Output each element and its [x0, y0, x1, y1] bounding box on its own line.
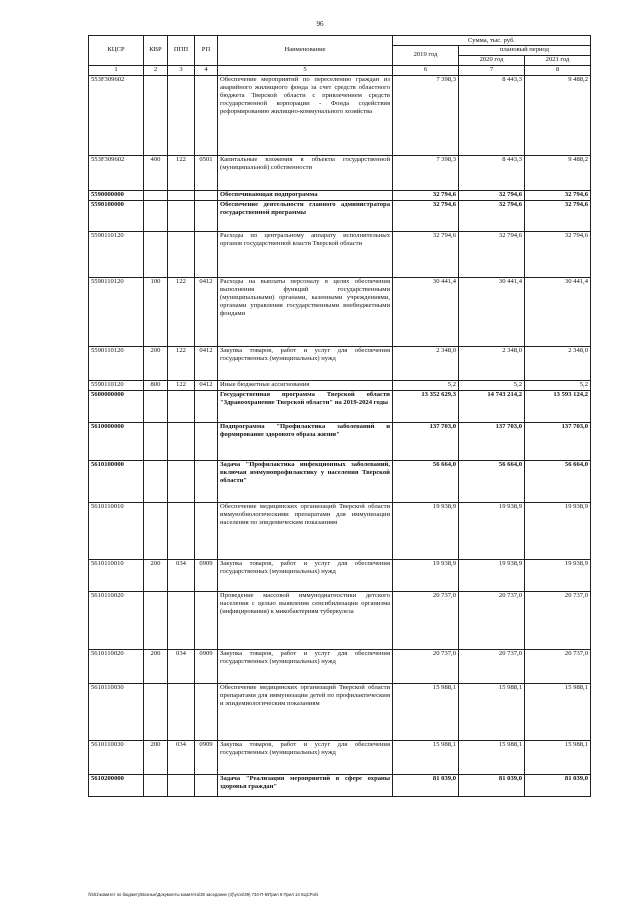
kcsr-cell: 5600000000: [89, 390, 144, 422]
table-row: [89, 155, 591, 190]
rp-cell: [195, 683, 218, 740]
ppp-cell: [168, 75, 195, 155]
ppp-cell: [168, 460, 195, 502]
column-number: 1: [89, 65, 144, 75]
table-body: [89, 75, 591, 796]
kvr-cell: [144, 422, 168, 460]
kvr-cell: [144, 502, 168, 559]
name-cell: Закупка товаров, работ и услуг для обеспечения государственных (муниципальных) нужд: [218, 649, 393, 683]
kvr-cell: [144, 591, 168, 649]
amount-2021-cell: 5,2: [525, 380, 591, 390]
ppp-cell: 034: [168, 649, 195, 683]
amount-2020-cell: 8 443,3: [459, 155, 525, 190]
amount-2019-cell: 32 794,6: [393, 231, 459, 277]
amount-2021-cell: 30 441,4: [525, 277, 591, 346]
header-2019: 2019 год: [393, 45, 459, 65]
ppp-cell: [168, 683, 195, 740]
rp-cell: [195, 190, 218, 200]
name-cell: Расходы на выплаты персоналу в целях обеспечения выполнения функций государственными (муниципальными) органами, казенными учреждениями, органами управления государственными внебюджетными фондами: [218, 277, 393, 346]
kcsr-cell: 5590000000: [89, 190, 144, 200]
rp-cell: 0412: [195, 346, 218, 380]
name-cell: Обеспечивающая подпрограмма: [218, 190, 393, 200]
amount-2020-cell: 5,2: [459, 380, 525, 390]
amount-2021-cell: 15 988,1: [525, 683, 591, 740]
amount-2021-cell: 32 794,6: [525, 190, 591, 200]
kvr-cell: 800: [144, 380, 168, 390]
rp-cell: 0909: [195, 649, 218, 683]
ppp-cell: [168, 190, 195, 200]
amount-2019-cell: 2 348,0: [393, 346, 459, 380]
kvr-cell: 200: [144, 740, 168, 774]
amount-2019-cell: 32 794,6: [393, 190, 459, 200]
header-2020: 2020 год: [459, 55, 525, 65]
amount-2019-cell: 7 398,3: [393, 155, 459, 190]
table-row: [89, 591, 591, 649]
header-kcsr: КЦСР: [89, 36, 144, 66]
name-cell: Обеспечение медицинских организаций Тверской области препаратами для иммунизации детей по профилактическим и эпидемиологическим показаниям: [218, 683, 393, 740]
amount-2019-cell: 15 988,1: [393, 683, 459, 740]
kvr-cell: [144, 190, 168, 200]
name-cell: Задача "Профилактика инфекционных заболеваний, включая иммунопрофилактику у населения Тверской области": [218, 460, 393, 502]
amount-2019-cell: 20 737,0: [393, 591, 459, 649]
amount-2021-cell: 20 737,0: [525, 591, 591, 649]
table-row: [89, 649, 591, 683]
amount-2019-cell: 5,2: [393, 380, 459, 390]
amount-2020-cell: 32 794,6: [459, 231, 525, 277]
amount-2020-cell: 19 938,9: [459, 559, 525, 591]
ppp-cell: [168, 591, 195, 649]
amount-2021-cell: 56 664,0: [525, 460, 591, 502]
amount-2021-cell: 19 938,9: [525, 559, 591, 591]
column-number: 2: [144, 65, 168, 75]
table-row: [89, 460, 591, 502]
kvr-cell: 100: [144, 277, 168, 346]
amount-2019-cell: 30 441,4: [393, 277, 459, 346]
rp-cell: [195, 75, 218, 155]
rp-cell: 0412: [195, 380, 218, 390]
table-row: [89, 346, 591, 380]
name-cell: Обеспечение мероприятий по переселению граждан из аварийного жилищного фонда за счет средств областного бюджета Тверской области с привлечением средств государственной корпорации - Фонда содействия реформированию жилищно-коммунального хозяйства: [218, 75, 393, 155]
amount-2021-cell: 9 488,2: [525, 155, 591, 190]
column-number: 3: [168, 65, 195, 75]
table-row: [89, 380, 591, 390]
column-number: 6: [393, 65, 459, 75]
kcsr-cell: 5590110120: [89, 277, 144, 346]
kcsr-cell: 5590110120: [89, 346, 144, 380]
table-header: [89, 36, 591, 76]
amount-2020-cell: 8 443,3: [459, 75, 525, 155]
rp-cell: 0909: [195, 559, 218, 591]
kcsr-cell: 5610200000: [89, 774, 144, 796]
kcsr-cell: 5590100000: [89, 200, 144, 231]
amount-2019-cell: 32 794,6: [393, 200, 459, 231]
amount-2021-cell: 32 794,6: [525, 200, 591, 231]
kcsr-cell: 5590110120: [89, 380, 144, 390]
amount-2020-cell: 20 737,0: [459, 649, 525, 683]
name-cell: Обеспечение деятельности главного администратора государственной программы: [218, 200, 393, 231]
kvr-cell: [144, 460, 168, 502]
rp-cell: 0909: [195, 740, 218, 774]
amount-2020-cell: 15 988,1: [459, 683, 525, 740]
table-row: [89, 559, 591, 591]
rp-cell: [195, 231, 218, 277]
table-row: [89, 390, 591, 422]
rp-cell: [195, 460, 218, 502]
header-name: Наименование: [218, 36, 393, 66]
name-cell: Государственная программа Тверской области "Здравоохранение Тверской области" на 2019-2024 годы: [218, 390, 393, 422]
kcsr-cell: 553F309602: [89, 155, 144, 190]
kvr-cell: [144, 390, 168, 422]
kcsr-cell: 5610110010: [89, 559, 144, 591]
ppp-cell: 122: [168, 380, 195, 390]
kcsr-cell: 5590110120: [89, 231, 144, 277]
amount-2019-cell: 19 938,9: [393, 502, 459, 559]
kvr-cell: 200: [144, 346, 168, 380]
kcsr-cell: 5610110030: [89, 683, 144, 740]
name-cell: Задача "Реализация мероприятий в сфере охраны здоровья граждан": [218, 774, 393, 796]
amount-2020-cell: 32 794,6: [459, 200, 525, 231]
rp-cell: [195, 591, 218, 649]
name-cell: Проведение массовой иммунодиагностики детского населения с целью выявления сенсибилизации организма (инфицирования) к микобактериям туберкулеза: [218, 591, 393, 649]
rp-cell: 0412: [195, 277, 218, 346]
ppp-cell: 122: [168, 155, 195, 190]
amount-2021-cell: 81 039,0: [525, 774, 591, 796]
name-cell: Подпрограмма "Профилактика заболеваний и формирование здорового образа жизни": [218, 422, 393, 460]
amount-2021-cell: 15 988,1: [525, 740, 591, 774]
column-number: 7: [459, 65, 525, 75]
amount-2021-cell: 2 348,0: [525, 346, 591, 380]
ppp-cell: [168, 390, 195, 422]
amount-2020-cell: 137 703,0: [459, 422, 525, 460]
ppp-cell: [168, 231, 195, 277]
rp-cell: [195, 200, 218, 231]
amount-2020-cell: 56 664,0: [459, 460, 525, 502]
ppp-cell: [168, 774, 195, 796]
rp-cell: [195, 502, 218, 559]
header-ppp: ППП: [168, 36, 195, 66]
kvr-cell: [144, 75, 168, 155]
column-number-row: [89, 65, 591, 75]
rp-cell: [195, 422, 218, 460]
kcsr-cell: 553F309602: [89, 75, 144, 155]
amount-2019-cell: 19 938,9: [393, 559, 459, 591]
amount-2021-cell: 9 488,2: [525, 75, 591, 155]
ppp-cell: 122: [168, 346, 195, 380]
header-rp: РП: [195, 36, 218, 66]
header-plan-period: плановый период: [459, 45, 591, 55]
amount-2020-cell: 14 743 214,2: [459, 390, 525, 422]
column-number: 4: [195, 65, 218, 75]
kvr-cell: [144, 683, 168, 740]
ppp-cell: 122: [168, 277, 195, 346]
kvr-cell: [144, 231, 168, 277]
rp-cell: [195, 774, 218, 796]
table-row: [89, 75, 591, 155]
ppp-cell: [168, 422, 195, 460]
kcsr-cell: 5610000000: [89, 422, 144, 460]
file-path-footer: \\fs01\комитет по бюджету\Возные\Документы комитета\39 заседание (4)\угол\39) 734-П-6\Прил 9 Прил 14 КЦСР.xls: [88, 892, 319, 897]
table-row: [89, 683, 591, 740]
header-sum: Сумма, тыс. руб.: [393, 36, 591, 46]
amount-2020-cell: 2 348,0: [459, 346, 525, 380]
table-row: [89, 740, 591, 774]
kvr-cell: [144, 774, 168, 796]
page-number: 96: [316, 20, 324, 28]
header-2021: 2021 год: [525, 55, 591, 65]
amount-2021-cell: 13 593 124,2: [525, 390, 591, 422]
amount-2021-cell: 32 794,6: [525, 231, 591, 277]
amount-2019-cell: 15 988,1: [393, 740, 459, 774]
amount-2020-cell: 19 938,9: [459, 502, 525, 559]
kcsr-cell: 5610100000: [89, 460, 144, 502]
column-number: 8: [525, 65, 591, 75]
table-row: [89, 502, 591, 559]
table-row: [89, 200, 591, 231]
amount-2020-cell: 20 737,0: [459, 591, 525, 649]
amount-2020-cell: 32 794,6: [459, 190, 525, 200]
name-cell: Расходы по центральному аппарату исполнительных органов государственной власти Тверской области: [218, 231, 393, 277]
rp-cell: [195, 390, 218, 422]
table-row: [89, 231, 591, 277]
amount-2019-cell: 81 039,0: [393, 774, 459, 796]
ppp-cell: [168, 502, 195, 559]
amount-2021-cell: 19 938,9: [525, 502, 591, 559]
ppp-cell: 034: [168, 559, 195, 591]
amount-2019-cell: 137 703,0: [393, 422, 459, 460]
amount-2020-cell: 81 039,0: [459, 774, 525, 796]
kcsr-cell: 5610110010: [89, 502, 144, 559]
kvr-cell: 200: [144, 649, 168, 683]
amount-2019-cell: 20 737,0: [393, 649, 459, 683]
kcsr-cell: 5610110020: [89, 591, 144, 649]
table-row: [89, 422, 591, 460]
amount-2020-cell: 15 988,1: [459, 740, 525, 774]
table-row: [89, 277, 591, 346]
kvr-cell: 200: [144, 559, 168, 591]
amount-2020-cell: 30 441,4: [459, 277, 525, 346]
header-kvr: КВР: [144, 36, 168, 66]
name-cell: Капитальные вложения в объекты государственной (муниципальной) собственности: [218, 155, 393, 190]
amount-2019-cell: 7 398,3: [393, 75, 459, 155]
kvr-cell: 400: [144, 155, 168, 190]
amount-2019-cell: 56 664,0: [393, 460, 459, 502]
name-cell: Иные бюджетные ассигнования: [218, 380, 393, 390]
kcsr-cell: 5610110030: [89, 740, 144, 774]
rp-cell: 0501: [195, 155, 218, 190]
ppp-cell: 034: [168, 740, 195, 774]
column-number: 5: [218, 65, 393, 75]
table-row: [89, 190, 591, 200]
name-cell: Обеспечение медицинских организаций Тверской области иммунобиологическими препаратами для иммунизации населения по эпидемическим показаниям: [218, 502, 393, 559]
table-row: [89, 774, 591, 796]
name-cell: Закупка товаров, работ и услуг для обеспечения государственных (муниципальных) нужд: [218, 559, 393, 591]
amount-2021-cell: 137 703,0: [525, 422, 591, 460]
ppp-cell: [168, 200, 195, 231]
amount-2021-cell: 20 737,0: [525, 649, 591, 683]
amount-2019-cell: 13 352 629,3: [393, 390, 459, 422]
name-cell: Закупка товаров, работ и услуг для обеспечения государственных (муниципальных) нужд: [218, 346, 393, 380]
name-cell: Закупка товаров, работ и услуг для обеспечения государственных (муниципальных) нужд: [218, 740, 393, 774]
budget-table: [88, 35, 591, 797]
kcsr-cell: 5610110020: [89, 649, 144, 683]
kvr-cell: [144, 200, 168, 231]
